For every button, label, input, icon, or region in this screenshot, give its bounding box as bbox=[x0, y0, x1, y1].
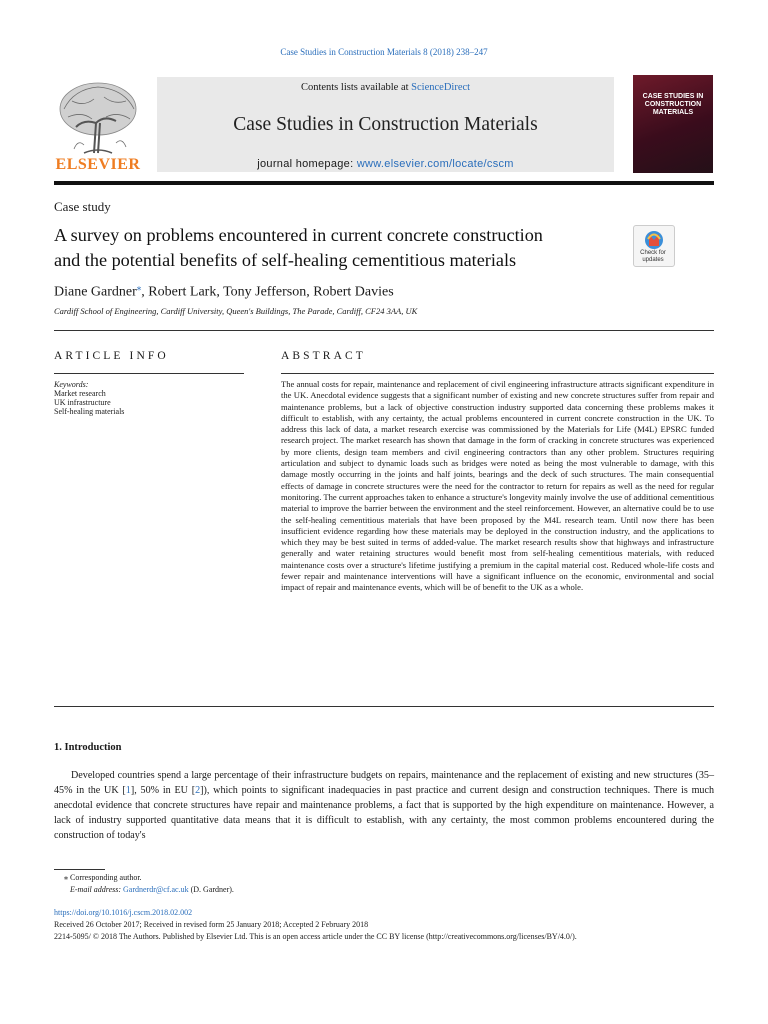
journal-title: Case Studies in Construction Materials bbox=[233, 114, 538, 135]
keywords-block bbox=[54, 380, 124, 416]
article-dates: Received 26 October 2017; Received in revised form 25 January 2018; Accepted 2 February 2018 bbox=[54, 920, 369, 929]
intro-text-part: ]), which points to significant inadequacies in past practice and current design and construction techniques. There is much anecdotal evidence that concrete structures have repair and maintenance problems, a fact that is supported by the high expenditure on maintenance. However, a lack of industry supported quantitative data means that it is difficult to establish, with any certainty, the most common problems encountered during the construction of today's bbox=[54, 784, 714, 841]
corresponding-author-marker[interactable]: ⁎ bbox=[136, 282, 142, 292]
article-type: Case study bbox=[54, 199, 111, 214]
article-title bbox=[54, 223, 624, 273]
footnote-divider bbox=[54, 869, 105, 870]
header-divider bbox=[54, 181, 714, 185]
author-list bbox=[54, 282, 394, 301]
reference-link-2[interactable]: 2 bbox=[195, 784, 201, 796]
article-info-heading: ARTICLE INFO bbox=[54, 350, 169, 362]
introduction-heading: 1. Introduction bbox=[54, 742, 122, 753]
email-footnote bbox=[70, 885, 234, 894]
journal-cover-image[interactable] bbox=[633, 75, 713, 173]
email-label: E-mail address: bbox=[70, 885, 124, 894]
doi-link[interactable]: https://doi.org/10.1016/j.cscm.2018.02.002 bbox=[54, 908, 193, 917]
contents-line bbox=[157, 82, 614, 93]
elsevier-wordmark: ELSEVIER bbox=[55, 156, 141, 173]
contents-prefix: Contents lists available at bbox=[300, 82, 412, 93]
keyword-item: UK infrastructure bbox=[54, 398, 111, 407]
email-suffix: (D. Gardner). bbox=[188, 885, 234, 894]
abstract-heading: ABSTRACT bbox=[281, 350, 366, 362]
journal-homepage-link[interactable]: www.elsevier.com/locate/cscm bbox=[356, 158, 514, 170]
abstract-divider bbox=[281, 373, 714, 374]
intro-text-part: Developed countries spend a large percentage of their infrastructure budgets on repairs, maintenance and the replacement of existing and new structures (35–45% in the UK [ bbox=[54, 770, 714, 796]
abstract-text: The annual costs for repair, maintenance and replacement of civil engineering infrastructure attracts significant expenditure in the UK. Anecdotal evidence suggests that a significant number of existing and new concrete structures suffer from repair and maintenance problems, but a lack of objective construction industry supported data concerning these problems makes it difficult to establish, with any certainty, the actual problems encountered in current concrete construction in the UK. To address this lack of data, a market research exercise was commissioned by the Materials for Life (M4L) EPSRC funded research project. The market research has shown that damage in the form of cracking in concrete structures was experienced by more clients, design team members and civil engineering contractors than any other problem. Structures requiring articulation and subject to dynamic loads such as bridges were noted as being the most vulnerable to damage, with this damage mostly occurring in the joints and half joints, bearings and the deck of such structures. The main consequential effects of damage in concrete structures were the need for the contractor to return for repairs as well as the need for regular monitoring. The current approaches taken to enhance a structure's longevity mainly involve the use of additional cementitious material to improve the barrier between the environment and the steel reinforcement. However, an alternative could be to use the self-healing cementitious materials that have been proposed by the M4L research team. Until now there has been insufficient evidence regarding how these materials may be deployed in the construction industry, and the applications to which they may be best suited in terms of added-value. The market research results show that highways and infrastructure generally and water retaining structures would benefit most from self-healing cementitious materials, with reduced maintenance costs over a structure's lifetime justifying a premium in the capital material cost. Reduced whole-life costs and fewer repair and maintenance interventions will have a significant influence on the economic, environmental and social impact of repair and maintenance events, which will be of benefit to the UK as a whole. bbox=[281, 379, 714, 593]
article-title-line-2: and the potential benefits of self-healing cementitious materials bbox=[54, 250, 517, 270]
co-authors: , Robert Lark, Tony Jefferson, Robert Davies bbox=[141, 284, 394, 300]
author-email-link[interactable]: Gardnerdr@cf.ac.uk bbox=[123, 885, 189, 894]
keywords-label: Keywords: bbox=[54, 380, 89, 389]
journal-citation[interactable]: Case Studies in Construction Materials 8 (2018) 238–247 bbox=[280, 47, 488, 57]
author-diane-gardner[interactable]: Diane Gardner bbox=[54, 284, 137, 300]
sciencedirect-link[interactable]: ScienceDirect bbox=[411, 82, 471, 93]
author-affiliation: Cardiff School of Engineering, Cardiff University, Queen's Buildings, The Parade, Cardiff, CF24 3AA, UK bbox=[54, 306, 418, 316]
homepage-prefix: journal homepage: bbox=[257, 158, 357, 170]
corresponding-author-footnote: ⁎ Corresponding author. bbox=[64, 873, 142, 882]
section-divider bbox=[54, 330, 714, 331]
journal-homepage-line bbox=[157, 158, 614, 170]
journal-cover-title: CASE STUDIES IN CONSTRUCTION MATERIALS bbox=[642, 93, 704, 116]
article-title-line-1: A survey on problems encountered in current concrete construction bbox=[54, 225, 543, 245]
abstract-end-divider bbox=[54, 706, 714, 707]
check-for-updates-label: Check for updates bbox=[640, 250, 666, 263]
reference-link-1[interactable]: 1 bbox=[125, 784, 131, 796]
intro-text-part: ], 50% in EU [ bbox=[130, 784, 196, 796]
article-info-divider bbox=[54, 373, 244, 374]
keyword-item: Market research bbox=[54, 389, 106, 398]
keyword-item: Self-healing materials bbox=[54, 407, 125, 416]
introduction-text bbox=[54, 769, 714, 844]
license-statement: 2214-5095/ © 2018 The Authors. Published by Elsevier Ltd. This is an open access article under the CC BY license (http://creativecommons.org/licenses/BY/4.0/). bbox=[54, 932, 577, 941]
